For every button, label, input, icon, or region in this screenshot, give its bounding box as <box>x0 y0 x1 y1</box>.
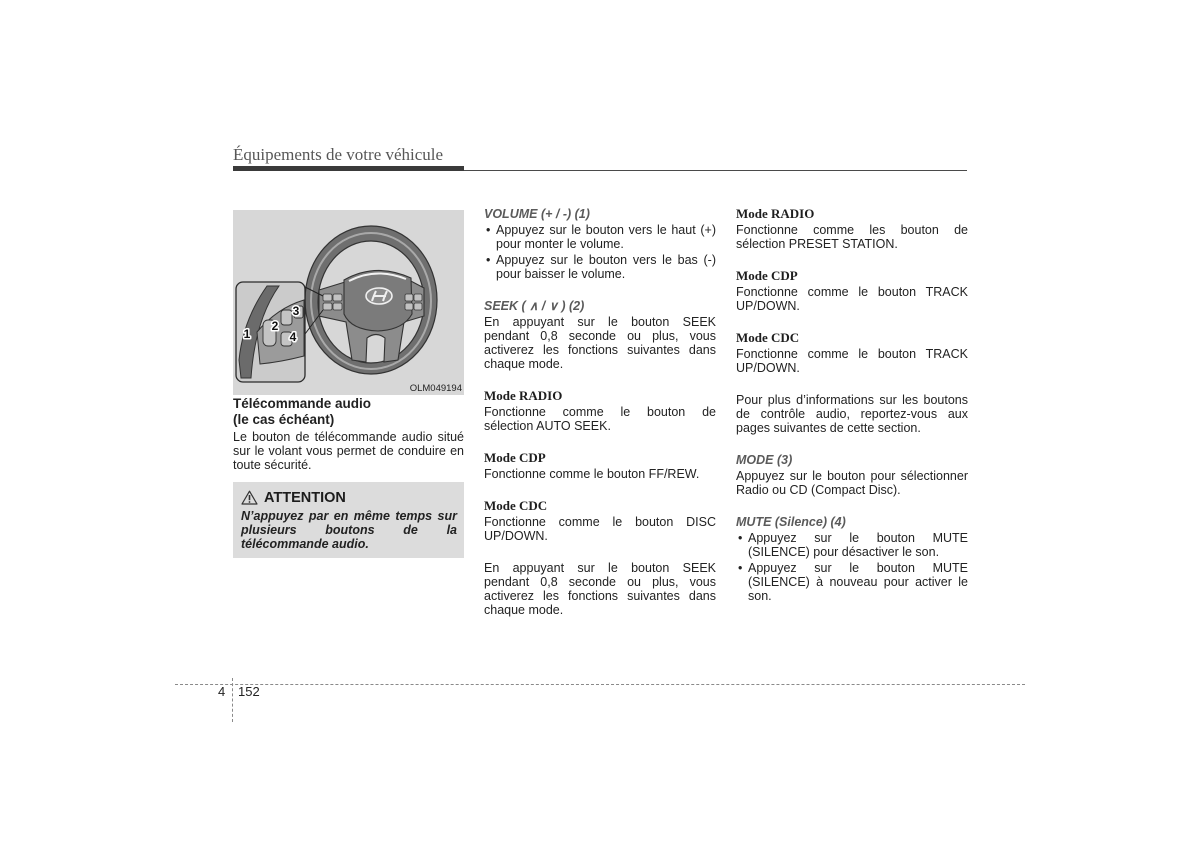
text-line: Radio ou CD (Compact Disc). <box>736 483 901 497</box>
header-accent-bar <box>233 166 464 171</box>
mute-section <box>736 515 968 603</box>
seek-section <box>484 299 716 371</box>
seek-long-mode-cdc <box>736 331 968 375</box>
text-line: sélection PRESET STATION. <box>736 237 898 251</box>
steering-wheel <box>305 226 437 374</box>
steering-wheel-figure <box>233 210 464 395</box>
column-middle <box>484 207 716 617</box>
mode-button-heading: MODE (3) <box>736 453 793 467</box>
attention-box <box>233 482 464 558</box>
mode-heading: Mode CDP <box>484 450 546 465</box>
mode-heading: Mode RADIO <box>736 206 815 221</box>
callout-2: 2 <box>271 319 279 333</box>
footer-dashed-divider <box>232 678 233 722</box>
text-line: UP/DOWN. <box>484 529 548 543</box>
mode-text <box>736 285 968 313</box>
heading-line: Télécommande audio <box>233 396 372 411</box>
text-line: UP/DOWN. <box>736 361 800 375</box>
seek-long-mode-cdp <box>736 269 968 313</box>
callout-3: 3 <box>292 304 300 318</box>
mode-text <box>484 515 716 543</box>
callout-1: 1 <box>243 327 251 341</box>
text-line: toute sécurité. <box>233 458 312 472</box>
attention-text <box>241 509 457 551</box>
column-left <box>233 210 464 558</box>
seek-long-mode-radio <box>736 207 968 251</box>
text-line: (SILENCE) pour désactiver le son. <box>748 545 940 559</box>
remote-control-heading <box>233 396 464 428</box>
mode-heading: Mode CDC <box>484 498 548 513</box>
section-title: Équipements de votre véhicule <box>233 145 444 164</box>
bullet-item <box>736 561 968 603</box>
remote-control-intro <box>233 430 464 472</box>
mode-text <box>484 467 716 481</box>
text-line: son. <box>748 589 772 603</box>
text-line: En appuyant sur le bouton SEEK <box>484 561 716 575</box>
text-line: Fonctionne comme le bouton de <box>484 405 716 419</box>
text-line: sélection AUTO SEEK. <box>484 419 611 433</box>
seek-mode-cdp <box>484 451 716 481</box>
text-line: UP/DOWN. <box>736 299 800 313</box>
text-line: plusieurs boutons de la <box>241 523 457 537</box>
seek-mode-cdc <box>484 499 716 543</box>
seek-heading: SEEK ( ∧ / ∨ ) (2) <box>484 299 585 313</box>
text-line: En appuyant sur le bouton SEEK <box>484 315 716 329</box>
seek-mode-radio <box>484 389 716 433</box>
text-line: chaque mode. <box>484 357 564 371</box>
text-line: Appuyez sur le bouton pour sélectionner <box>736 469 968 483</box>
mode-section <box>736 453 968 497</box>
hyundai-logo <box>366 288 392 304</box>
text-line: Le bouton de télécommande audio situé <box>233 430 464 444</box>
heading-line: (le cas échéant) <box>233 412 335 427</box>
text-line: pour baisser le volume. <box>496 267 626 281</box>
attention-title: ATTENTION <box>264 490 346 506</box>
text-line: télécommande audio. <box>241 537 369 551</box>
text-line: • Appuyez sur le bouton MUTE <box>748 531 968 545</box>
mode-heading: Mode CDP <box>736 268 798 283</box>
text-line: Fonctionne comme le bouton TRACK <box>736 285 968 299</box>
more-info-text <box>736 393 968 435</box>
text-line: Fonctionne comme le bouton FF/REW. <box>484 467 700 481</box>
mute-heading: MUTE (Silence) (4) <box>736 515 846 529</box>
callout-4: 4 <box>289 330 297 344</box>
text-line: pour monter le volume. <box>496 237 624 251</box>
text-line: • Appuyez sur le bouton vers le haut (+) <box>496 223 716 237</box>
text-line: pendant 0,8 seconde ou plus, vous <box>484 575 716 589</box>
text-line: chaque mode. <box>484 603 564 617</box>
text-line: sur le volant vous permet de conduire en <box>233 444 464 458</box>
mode-text <box>484 405 716 433</box>
mode-heading: Mode CDC <box>736 330 800 345</box>
chapter-number: 4 <box>218 684 226 699</box>
bullet-item <box>484 223 716 251</box>
text-line: • Appuyez sur le bouton vers le bas (-) <box>496 253 716 267</box>
attention-header <box>241 490 457 506</box>
footer-dashed-rule <box>175 684 1025 685</box>
warning-triangle-icon <box>241 490 258 505</box>
mode-heading: Mode RADIO <box>484 388 563 403</box>
bullet-item <box>736 531 968 559</box>
bullet-item <box>484 253 716 281</box>
text-line: Pour plus d’informations sur les boutons <box>736 393 968 407</box>
text-line: Fonctionne comme les bouton de <box>736 223 968 237</box>
column-right <box>736 207 968 603</box>
text-line: Fonctionne comme le bouton TRACK <box>736 347 968 361</box>
volume-section <box>484 207 716 281</box>
page-number: 152 <box>238 684 260 699</box>
text-line: activerez les fonctions suivantes dans <box>484 589 716 603</box>
mode-button-text <box>736 469 968 497</box>
seek-short-press-text <box>484 315 716 371</box>
steering-wheel-illustration <box>233 210 464 395</box>
text-line: pages suivantes de cette section. <box>736 421 921 435</box>
text-line: pendant 0,8 seconde ou plus, vous <box>484 329 716 343</box>
text-line: (SILENCE) à nouveau pour activer le <box>748 575 968 589</box>
text-line: Fonctionne comme le bouton DISC <box>484 515 716 529</box>
mode-text <box>736 223 968 251</box>
text-line: • Appuyez sur le bouton MUTE <box>748 561 968 575</box>
mode-text <box>736 347 968 375</box>
seek-long-press-text <box>484 561 716 617</box>
volume-heading: VOLUME (+ / -) (1) <box>484 207 590 221</box>
figure-code: OLM049194 <box>409 383 462 394</box>
text-line: N’appuyez par en même temps sur <box>241 509 457 523</box>
text-line: de contrôle audio, reportez-vous aux <box>736 407 968 421</box>
text-line: activerez les fonctions suivantes dans <box>484 343 716 357</box>
